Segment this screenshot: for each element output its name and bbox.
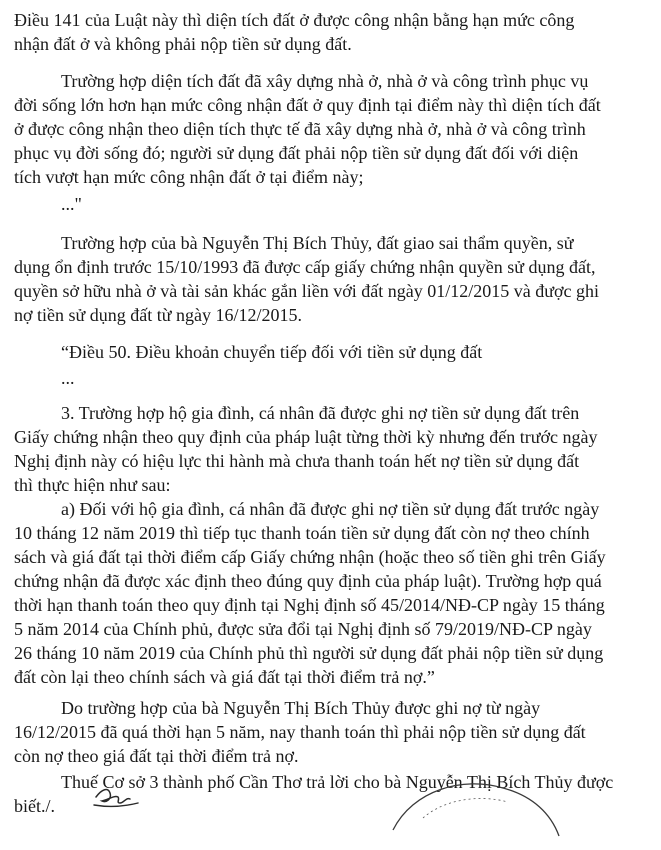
text-line: dụng ổn định trước 15/10/1993 đã được cấp giấy chứng nhận quyền sử dụng đất,: [14, 257, 596, 277]
text-line: ...: [61, 368, 75, 388]
text-line: ...": [61, 194, 82, 214]
text-line: Thuế Cơ sở 3 thành phố Cần Thơ trả lời cho bà Nguyễn Thị Bích Thủy được: [61, 772, 614, 792]
text-line: 3. Trường hợp hộ gia đình, cá nhân đã được ghi nợ tiền sử dụng đất trên: [61, 403, 580, 423]
text-line: biết./.: [14, 796, 55, 816]
text-line: đất còn lại theo chính sách và giá đất tại thời điểm trả nợ.”: [14, 667, 435, 687]
text-line: Trường hợp của bà Nguyễn Thị Bích Thủy, đất giao sai thẩm quyền, sử: [61, 233, 574, 253]
text-line: chứng nhận đã được xác định theo đúng quy định của pháp luật). Trường hợp quá: [14, 571, 602, 591]
text-line: Trường hợp diện tích đất đã xây dựng nhà ở, nhà ở và công trình phục vụ: [61, 71, 589, 91]
text-line: Giấy chứng nhận theo quy định của pháp luật từng thời kỳ nhưng đến trước ngày: [14, 427, 598, 447]
text-line: a) Đối với hộ gia đình, cá nhân đã được ghi nợ tiền sử dụng đất trước ngày: [61, 499, 600, 519]
text-line: còn nợ theo giá đất tại thời điểm trả nợ.: [14, 746, 299, 766]
text-line: ở được công nhận theo diện tích thực tế đã xây dựng nhà ở, nhà ở và công trình: [14, 119, 586, 139]
handwritten-initials-mark: [92, 783, 144, 809]
text-line: 26 tháng 10 năm 2019 của Chính phủ thì người sử dụng đất phải nộp tiền sử dụng: [14, 643, 604, 663]
text-line: đời sống lớn hơn hạn mức công nhận đất ở quy định tại điểm này thì diện tích đất: [14, 95, 601, 115]
text-line: Do trường hợp của bà Nguyễn Thị Bích Thủy được ghi nợ từ ngày: [61, 698, 541, 718]
text-line: nhận đất ở và không phải nộp tiền sử dụng đất.: [14, 34, 352, 54]
text-line: thì thực hiện như sau:: [14, 475, 171, 495]
text-line: Nghị định này có hiệu lực thi hành mà chưa thanh toán hết nợ tiền sử dụng đất: [14, 451, 580, 471]
text-line: 16/12/2015 đã quá thời hạn 5 năm, nay thanh toán thì phải nộp tiền sử dụng đất: [14, 722, 586, 742]
text-line: tích vượt hạn mức công nhận đất ở tại điểm này;: [14, 167, 364, 187]
text-line: nợ tiền sử dụng đất từ ngày 16/12/2015.: [14, 305, 303, 325]
text-line: sách và giá đất tại thời điểm cấp Giấy chứng nhận (hoặc theo số tiền ghi trên Giấy: [14, 547, 606, 567]
text-line: 5 năm 2014 của Chính phủ, được sửa đổi tại Nghị định số 79/2019/NĐ-CP ngày: [14, 619, 592, 639]
text-line: quyền sở hữu nhà ở và tài sản khác gắn liền với đất ngày 01/12/2015 và được ghi: [14, 281, 599, 301]
text-line: Điều 141 của Luật này thì diện tích đất ở được công nhận bằng hạn mức công: [14, 10, 575, 30]
text-line: thời hạn thanh toán theo quy định tại Nghị định số 45/2014/NĐ-CP ngày 15 tháng: [14, 595, 605, 615]
text-line: “Điều 50. Điều khoản chuyển tiếp đối với tiền sử dụng đất: [61, 342, 483, 362]
text-line: 10 tháng 12 năm 2019 thì tiếp tục thanh toán tiền sử dụng đất còn nợ theo chính: [14, 523, 590, 543]
text-line: phục vụ đời sống đó; người sử dụng đất phải nộp tiền sử dụng đất đối với diện: [14, 143, 579, 163]
